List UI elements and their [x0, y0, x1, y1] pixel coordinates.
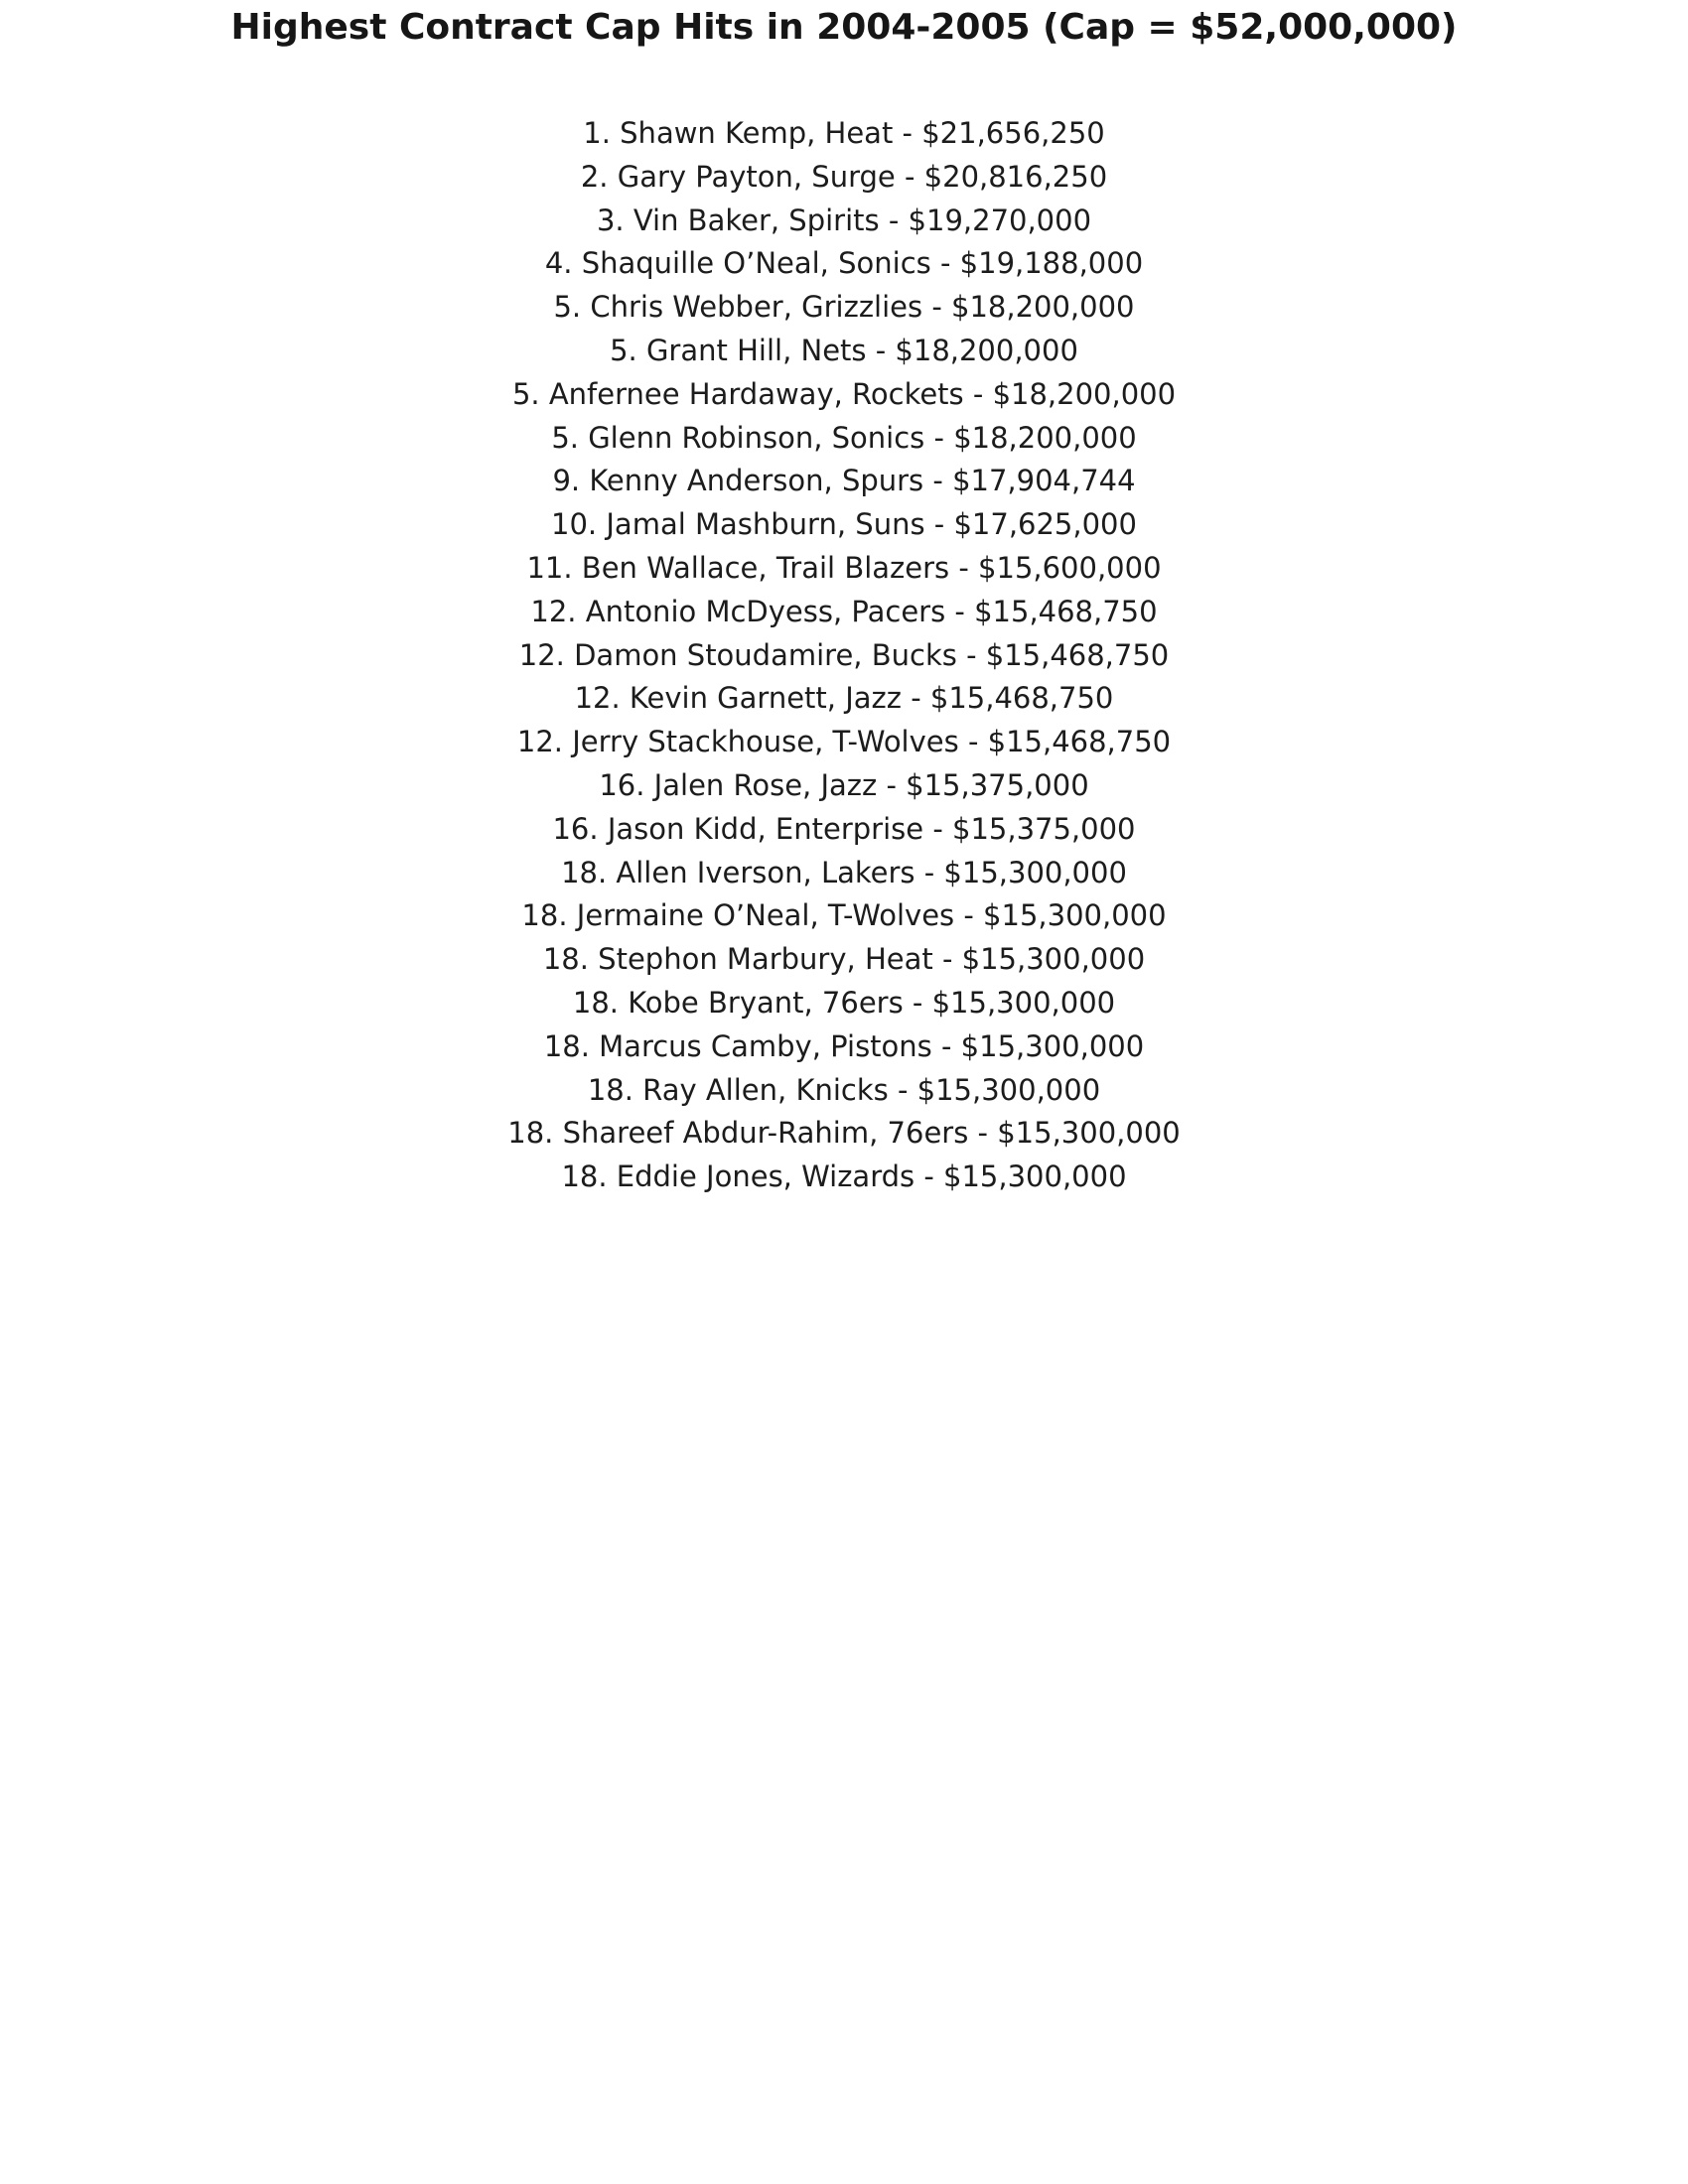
list-item: 18. Kobe Bryant, 76ers - $15,300,000	[572, 985, 1116, 1020]
list-item: 5. Chris Webber, Grizzlies - $18,200,000	[553, 290, 1135, 325]
list-item: 5. Anfernee Hardaway, Rockets - $18,200,000	[511, 376, 1177, 411]
list-item: 16. Jalen Rose, Jazz - $15,375,000	[599, 767, 1089, 802]
list-item: 12. Damon Stoudamire, Bucks - $15,468,750	[518, 637, 1170, 672]
list-item: 2. Gary Payton, Surge - $20,816,250	[580, 159, 1108, 194]
list-item: 18. Shareef Abdur-Rahim, 76ers - $15,300,000	[507, 1116, 1181, 1151]
list-item: 1. Shawn Kemp, Heat - $21,656,250	[583, 116, 1105, 150]
list-item: 18. Ray Allen, Knicks - $15,300,000	[587, 1072, 1101, 1107]
list-item: 3. Vin Baker, Spirits - $19,270,000	[596, 203, 1092, 237]
list-item: 18. Marcus Camby, Pistons - $15,300,000	[543, 1028, 1145, 1063]
list-item: 12. Kevin Garnett, Jazz - $15,468,750	[574, 681, 1114, 716]
list-item: 11. Ben Wallace, Trail Blazers - $15,600,000	[526, 550, 1162, 585]
list-item: 18. Eddie Jones, Wizards - $15,300,000	[561, 1160, 1127, 1194]
cap-hits-list	[0, 112, 1688, 1199]
list-item: 18. Allen Iverson, Lakers - $15,300,000	[561, 855, 1127, 889]
list-item: 12. Jerry Stackhouse, T-Wolves - $15,468,750	[516, 725, 1172, 759]
list-item: 10. Jamal Mashburn, Suns - $17,625,000	[551, 507, 1137, 542]
list-item: 5. Glenn Robinson, Sonics - $18,200,000	[551, 420, 1137, 455]
page-title: Highest Contract Cap Hits in 2004-2005 (Cap = $52,000,000)	[230, 7, 1458, 48]
list-item: 12. Antonio McDyess, Pacers - $15,468,750	[530, 594, 1158, 628]
list-item: 18. Jermaine O’Neal, T-Wolves - $15,300,000	[521, 898, 1167, 933]
list-item: 5. Grant Hill, Nets - $18,200,000	[610, 333, 1078, 367]
list-item: 4. Shaquille O’Neal, Sonics - $19,188,000	[544, 246, 1144, 281]
list-item: 9. Kenny Anderson, Spurs - $17,904,744	[552, 464, 1136, 498]
list-item: 16. Jason Kidd, Enterprise - $15,375,000	[552, 811, 1136, 846]
list-item: 18. Stephon Marbury, Heat - $15,300,000	[542, 942, 1146, 977]
